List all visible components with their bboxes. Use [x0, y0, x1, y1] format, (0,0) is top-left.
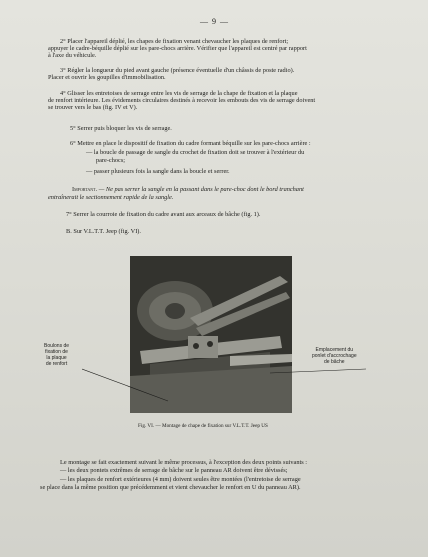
step-6-line-2: — la boucle de passage de sangle du crochet de fixation doit se trouver à l'extérieur du: [86, 149, 305, 156]
bottom-line-1: Le montage se fait exactement suivant le même processus, à l'exception des deux points suivants :: [60, 459, 307, 466]
step-5: 5° Serrer puis bloquer les vis de serrage.: [70, 125, 172, 132]
label-right-line-1: Emplacement du: [315, 347, 354, 353]
important-text-1: — Ne pas serrer la sangle en la passant dans le pare-choc dont le bord tranchant: [98, 186, 304, 193]
step-4-line-2: de renfort intérieure. Les évidements circulaires destinés à recevoir les embouts des vis de serrage doivent: [48, 97, 316, 104]
page-number: — 9 —: [200, 17, 229, 26]
label-right-line-3: de bâche: [324, 359, 345, 365]
step-2-line-2: appuyer le cadre-béquille déplié sur les pare-chocs arrière. Vérifier que l'appareil est centré par rapport: [48, 45, 307, 52]
label-left-leader-line: [82, 365, 172, 405]
step-4-line-1: 4° Glisser les entretoises de serrage entre les vis de serrage de la chape de fixation et la plaque: [60, 90, 298, 97]
bottom-line-2: — les deux pontets extrêmes de serrage de bâche sur le panneau AR doivent être dévissés;: [60, 467, 288, 474]
step-7: 7° Serrer la courroie de fixation du cadre avant aux arceaux de bâche (fig. 1).: [66, 211, 261, 218]
step-6-line-3: pare-chocs;: [96, 157, 126, 164]
label-right: [312, 347, 357, 365]
label-left-line-2: fixation de: [45, 349, 68, 355]
label-right-leader-line: [270, 365, 368, 375]
label-left-line-1: Boulons de: [44, 343, 70, 349]
label-left-line-4: de renfort: [45, 361, 68, 367]
section-b-heading: B. Sur V.L.T.T. Jeep (fig. VI).: [66, 228, 141, 235]
step-3-line-2: Placer et ouvrir les goupilles d'immobilisation.: [48, 74, 166, 81]
label-left-line-3: la plaque: [46, 355, 67, 361]
important-label: Important.: [72, 186, 98, 193]
bottom-line-4: se place dans la même position que précédemment et vient chevaucher le renfort en U du panneau AR).: [40, 484, 301, 491]
step-2-line-3: à l'axe du véhicule.: [48, 52, 97, 59]
step-6-line-4: — passer plusieurs fois la sangle dans la boucle et serrer.: [86, 168, 230, 175]
label-right-line-2: ponlet d'accrochage: [312, 353, 357, 359]
figure-caption: Fig. VI. — Montage de chape de fixation sur V.L.T.T. Jeep US: [138, 423, 268, 429]
step-2-line-1: 2° Placer l'appareil déplié, les chapes de fixation venant chevaucher les plaques de renfort;: [60, 38, 289, 45]
label-left: [44, 343, 69, 367]
important-line-2: entraînerait le sectionnement rapide de la sangle.: [48, 194, 174, 201]
step-3-line-1: 3° Régler la longueur du pied avant gauche (présence éventuelle d'un châssis de poste radio).: [60, 67, 295, 74]
step-6-line-1: 6° Mettre en place le dispositif de fixation du cadre formant béquille sur les pare-chocs arrière :: [70, 140, 311, 147]
bottom-line-3: — les plaques de renfort extérieures (4 mm) doivent seules être montées (l'entretoise de serrage: [60, 476, 301, 483]
important-line-1: [72, 186, 304, 194]
step-4-line-3: se trouver vers le bas (fig. IV et V).: [48, 104, 138, 111]
